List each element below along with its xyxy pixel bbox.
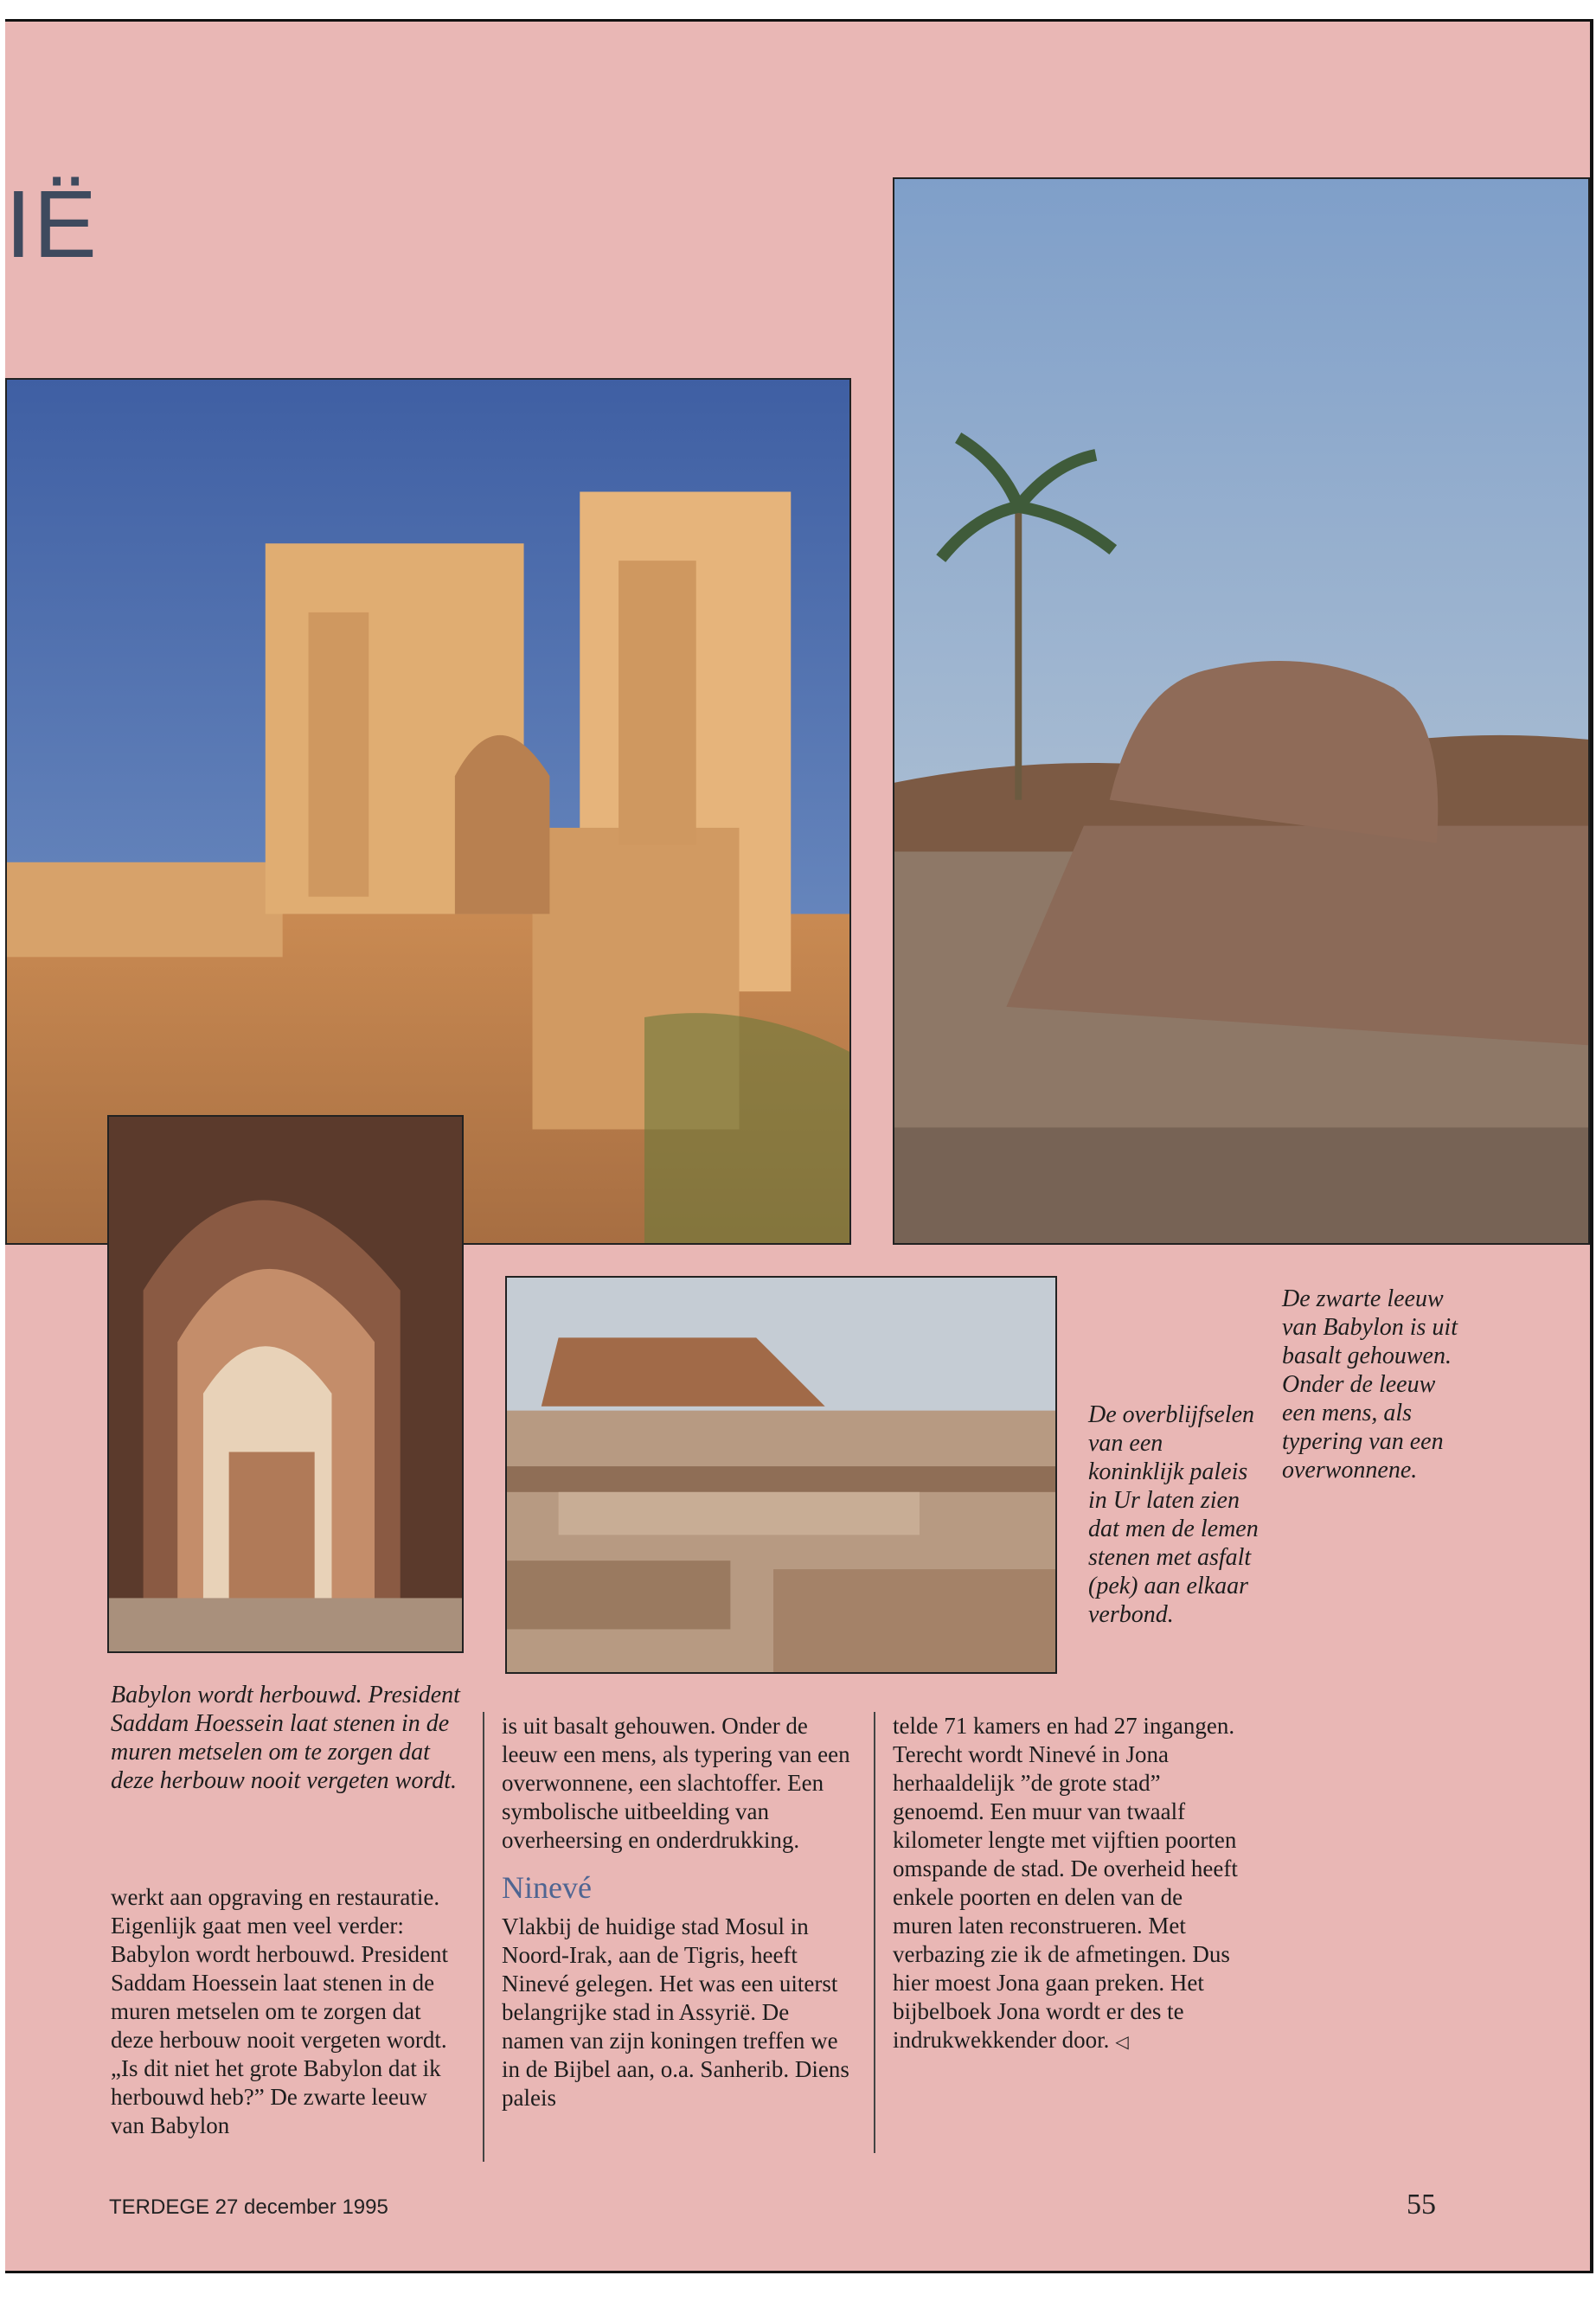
photo-arches [107, 1115, 464, 1653]
column-2-body: Vlakbij de huidige stad Mosul in Noord-Irak, aan de Tigris, heeft Ninevé gelegen. Het was een uiterst belangrijke stad in Assyrië. De namen van zijn koningen treffen we in de Bijbel aan, o.a. Sanherib. Diens paleis [502, 1913, 849, 2111]
photo-ur-palace [505, 1276, 1057, 1674]
caption-babylon: Babylon wordt herbouwd. President Saddam Hoessein laat stenen in de muren metselen om te zorgen dat deze herbouw nooit vergeten wordt. [111, 1682, 460, 1794]
column-2-intro: is uit basalt gehouwen. Onder de leeuw een mens, als typering van een overwonnene, een slachtoffer. Een symbolische uitbeelding van overheersing en onderdrukking. [502, 1713, 850, 1853]
caption-ur-palace: De overblijfselen van een koninklijk paleis in Ur laten zien dat men de lemen stenen met asfalt (pek) aan elkaar verbond. [1088, 1401, 1259, 1628]
magazine-page [5, 19, 1593, 2273]
end-mark-icon: ◁ [1115, 2031, 1129, 2052]
column-rule-2 [874, 1712, 875, 2153]
photo-black-lion [893, 177, 1590, 1245]
article-headline: IË [5, 171, 99, 278]
page-number: 55 [1407, 2189, 1436, 2221]
column-1-paragraph: werkt aan opgraving en restauratie. Eigenlijk gaat men veel verder: Babylon wordt herbouwd. President Saddam Hoessein laat stenen in de muren metselen om te zorgen dat deze herbouw nooit vergeten wordt. „Is dit niet het grote Babylon dat ik herbouwd heb?” De zwarte leeuw van Babylon [111, 1884, 448, 2138]
text-column-2 [502, 1712, 856, 2112]
caption-black-lion: De zwarte leeuw van Babylon is uit basalt gehouwen. Onder de leeuw een mens, als typering van een overwonnene. [1282, 1285, 1458, 1484]
section-heading-ninive: Ninevé [502, 1870, 592, 1905]
text-column-1 [111, 1883, 452, 2140]
footer-publication: TERDEGE 27 december 1995 [109, 2195, 388, 2219]
column-3-paragraph: telde 71 kamers en had 27 ingangen. Terecht wordt Ninevé in Jona herhaaldelijk ”de grote stad” genoemd. Een muur van twaalf kilometer lengte met vijftien poorten omspande de stad. De overheid heeft enkele poorten en delen van de muren laten reconstrueren. Met verbazing zie ik de afmetingen. Dus hier moest Jona gaan preken. Het bijbelboek Jona wordt er des te indrukwekkender door. [893, 1713, 1238, 2053]
column-rule-1 [483, 1712, 484, 2162]
text-column-3 [893, 1712, 1247, 2056]
